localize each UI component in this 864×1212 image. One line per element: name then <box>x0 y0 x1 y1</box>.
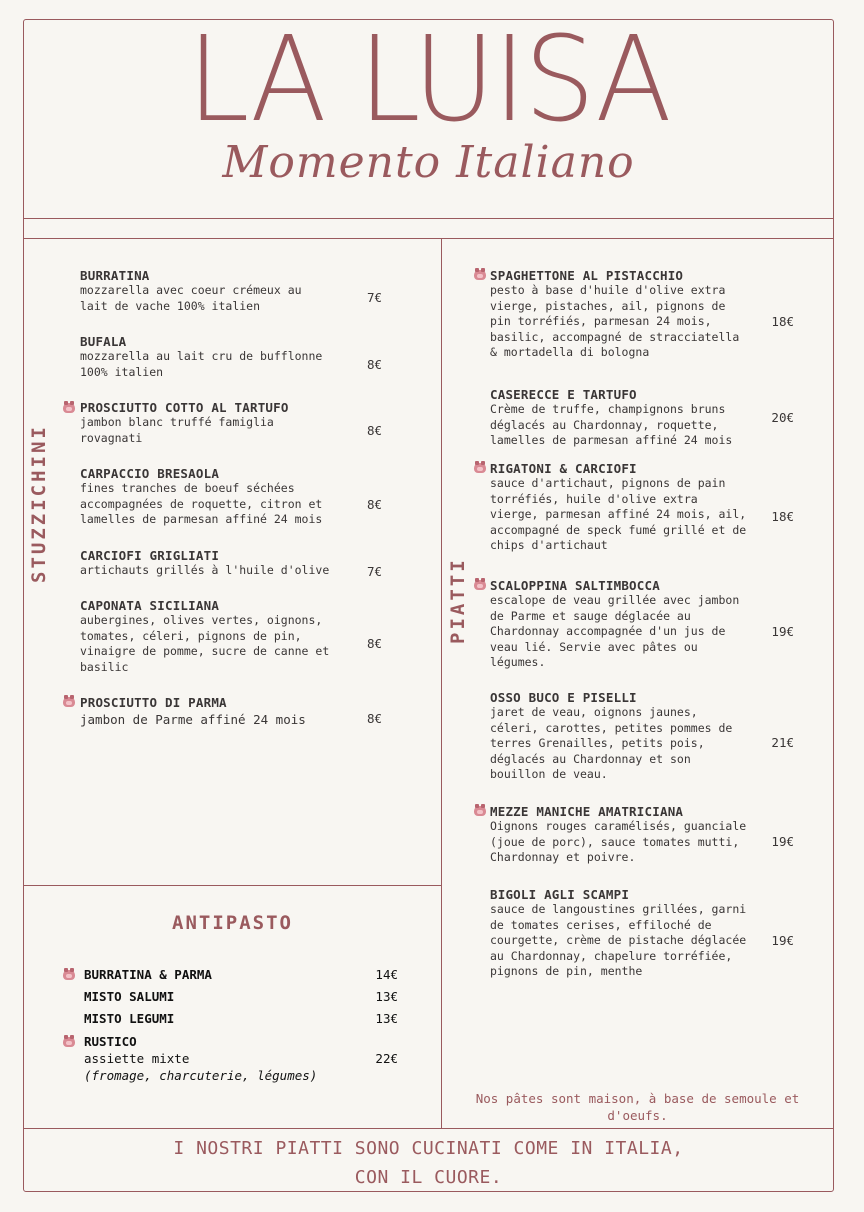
footer-line-2: CON IL CUORE. <box>354 1167 503 1188</box>
antipasto-item-name: MISTO LEGUMI <box>84 1011 175 1026</box>
item-description: jambon de Parme affiné 24 mois <box>80 712 306 727</box>
item-name: SCALOPPINA SALTIMBOCCA <box>490 578 660 593</box>
antipasto-item-description-detail: (fromage, charcuterie, légumes) <box>84 1068 318 1083</box>
menu-item <box>490 887 746 980</box>
item-price: 8€ <box>366 497 382 512</box>
antipasto-item-price: 13€ <box>375 1011 398 1026</box>
antipasto-item-price: 14€ <box>375 967 398 982</box>
restaurant-tagline: Momento Italiano <box>222 137 635 188</box>
item-name: PROSCIUTTO DI PARMA <box>80 695 227 710</box>
item-description: sauce d'artichaut, pignons de pain torréfiés, huile d'olive extra vierge, parmesan affiné 24 mois, ail, accompagné de speck fumé grillé et de chips d'artichaut <box>490 476 747 553</box>
antipasto-item-name: BURRATINA & PARMA <box>84 967 212 982</box>
menu-item <box>80 695 306 728</box>
pork-icon <box>63 403 75 413</box>
antipasto-divider <box>23 885 441 886</box>
antipasto-item-description: assiette mixte <box>84 1051 190 1066</box>
antipasto-item-price: 13€ <box>375 989 398 1004</box>
menu-item <box>80 466 322 528</box>
item-description: mozzarella avec coeur crémeux au lait de vache 100% italien <box>80 283 302 313</box>
item-description: Crème de truffe, champignons bruns déglacés au Chardonnay, roquette, lamelles de parmesan affiné 24 mois <box>490 402 733 448</box>
antipasto-item-name: MISTO SALUMI <box>84 989 175 1004</box>
item-price: 8€ <box>366 423 382 438</box>
pork-icon <box>474 270 486 280</box>
item-price: 8€ <box>366 711 382 726</box>
pork-icon <box>474 806 486 816</box>
item-price: 19€ <box>771 624 794 639</box>
pork-icon <box>63 697 75 707</box>
item-name: CARCIOFI GRIGLIATI <box>80 548 220 563</box>
pork-icon <box>63 970 75 980</box>
antipasto-item-price: 22€ <box>375 1051 398 1066</box>
item-price: 7€ <box>366 290 382 305</box>
footer-line-1: I NOSTRI PIATTI SONO CUCINATI COME IN ITALIA, <box>173 1138 684 1159</box>
item-name: CAPONATA SICILIANA <box>80 598 220 613</box>
footer-divider <box>23 1128 834 1129</box>
item-name: CASERECCE E TARTUFO <box>490 387 637 402</box>
header-divider-bottom <box>23 238 834 239</box>
item-description: aubergines, olives vertes, oignons, tomates, céleri, pignons de pin, vinaigre de pomme, sucre de canne et basilic <box>80 613 330 674</box>
item-price: 20€ <box>771 410 794 425</box>
item-name: RIGATONI & CARCIOFI <box>490 461 637 476</box>
item-name: BURRATINA <box>80 268 150 283</box>
item-price: 8€ <box>366 636 382 651</box>
item-price: 21€ <box>771 735 794 750</box>
item-name: BUFALA <box>80 334 127 349</box>
menu-item <box>80 334 322 380</box>
item-description: escalope de veau grillée avec jambon de Parme et sauge déglacée au Chardonnay accompagnée d'un jus de veau lié. Servie avec pâtes ou légumes. <box>490 593 740 670</box>
restaurant-name: LA LUISA <box>187 11 670 149</box>
item-price: 7€ <box>366 564 382 579</box>
item-name: CARPACCIO BRESAOLA <box>80 466 220 481</box>
menu-item <box>490 461 746 554</box>
item-price: 19€ <box>771 834 794 849</box>
item-price: 18€ <box>771 314 794 329</box>
item-description: mozzarella au lait cru de bufflonne 100% italien <box>80 349 323 379</box>
footer-slogan <box>23 1134 834 1192</box>
menu-item <box>80 598 329 675</box>
item-name: BIGOLI AGLI SCAMPI <box>490 887 630 902</box>
item-name: MEZZE MANICHE AMATRICIANA <box>490 804 684 819</box>
item-description: pesto à base d'huile d'olive extra vierge, pistaches, ail, pignons de pin torréfiés, parmesan 24 mois, basilic, accompagné de stracciatella & mortadella di bologna <box>490 283 740 360</box>
menu-item <box>80 400 289 446</box>
pork-icon <box>474 463 486 473</box>
antipasto-title: ANTIPASTO <box>172 912 293 934</box>
menu-item <box>490 804 746 866</box>
item-description: sauce de langoustines grillées, garni de tomates cerises, effiloché de courgette, crème de pistache déglacée au Chardonnay, chapelure torréfiée, pignons de pin, menthe <box>490 902 747 979</box>
pork-icon <box>63 1037 75 1047</box>
menu-item <box>80 548 329 579</box>
menu-item <box>490 578 739 671</box>
menu-item <box>490 268 739 361</box>
item-description: fines tranches de boeuf séchées accompagnées de roquette, citron et lamelles de parmesan affiné 24 mois <box>80 481 323 527</box>
menu-item <box>490 387 732 449</box>
header-divider-top <box>23 218 834 219</box>
section-label-piatti: PIATTI <box>447 557 469 644</box>
pork-icon <box>474 580 486 590</box>
item-description: Oignons rouges caramélisés, guanciale (joue de porc), sauce tomates mutti, Chardonnay et poivre. <box>490 819 747 865</box>
section-label-stuzzichini: STUZZICHINI <box>28 424 50 583</box>
item-name: SPAGHETTONE AL PISTACCHIO <box>490 268 684 283</box>
pasta-note: Nos pâtes sont maison, à base de semoule et d'oeufs. <box>475 1091 800 1123</box>
item-name: PROSCIUTTO COTTO AL TARTUFO <box>80 400 289 415</box>
item-name: OSSO BUCO E PISELLI <box>490 690 637 705</box>
menu-item <box>490 690 732 783</box>
item-price: 19€ <box>771 933 794 948</box>
antipasto-item-name: RUSTICO <box>84 1034 137 1049</box>
item-description: artichauts grillés à l'huile d'olive <box>80 563 330 577</box>
column-divider <box>441 238 442 1129</box>
item-description: jambon blanc truffé famiglia rovagnati <box>80 415 274 445</box>
menu-item <box>80 268 302 314</box>
item-price: 18€ <box>771 509 794 524</box>
item-description: jaret de veau, oignons jaunes, céleri, carottes, petites pommes de terres Grenailles, petits pois, déglacés au Chardonnay et son bouillon de veau. <box>490 705 733 782</box>
item-price: 8€ <box>366 357 382 372</box>
